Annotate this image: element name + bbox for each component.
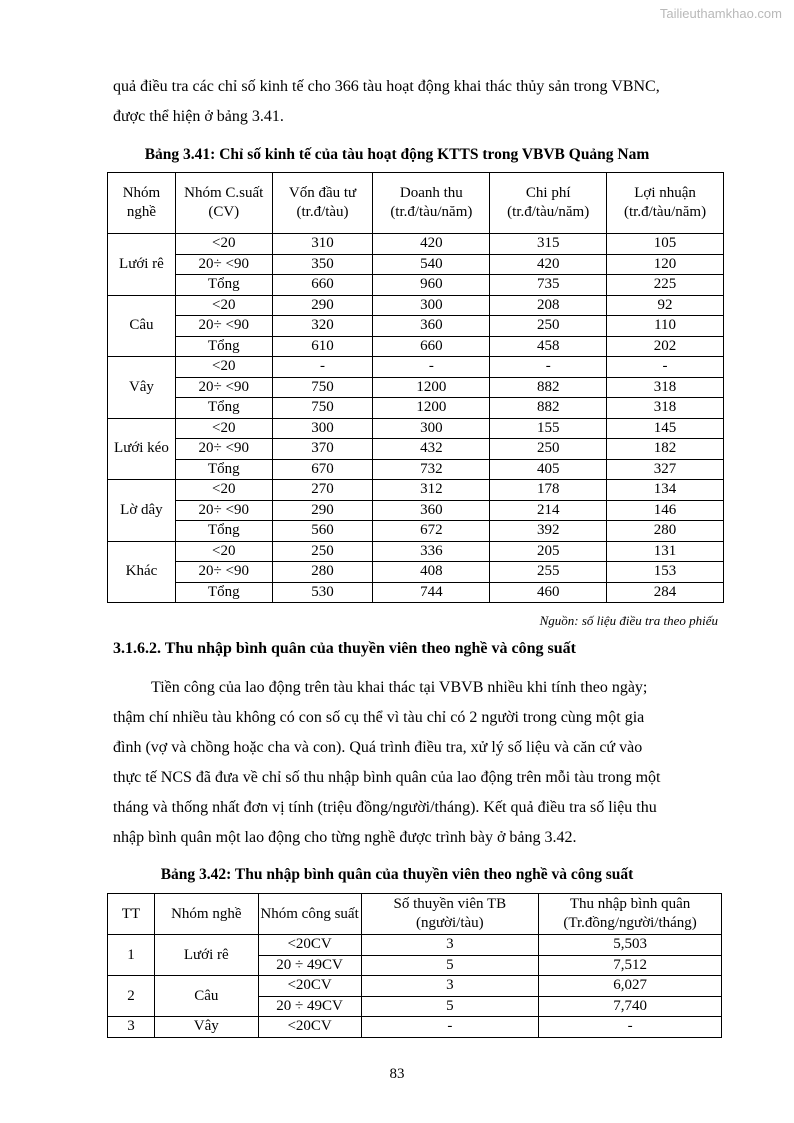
table-row bbox=[108, 480, 724, 501]
data-cell: 20÷ <90 bbox=[175, 377, 272, 398]
header-cell: TT bbox=[108, 894, 155, 935]
data-cell: 420 bbox=[490, 254, 607, 275]
table-row bbox=[108, 418, 724, 439]
watermark-text: Tailieuthamkhao.com bbox=[659, 6, 782, 21]
header-cell: Chi phí (tr.đ/tàu/năm) bbox=[490, 173, 607, 234]
data-cell: 750 bbox=[272, 398, 373, 419]
data-cell: 145 bbox=[607, 418, 724, 439]
group-name-cell: Câu bbox=[154, 976, 258, 1017]
data-cell: 560 bbox=[272, 521, 373, 542]
data-cell: <20CV bbox=[258, 935, 361, 956]
body-line: thực tế NCS đã đưa về chỉ số thu nhập bình quân của lao động trên mỗi tàu trong một bbox=[113, 769, 661, 786]
data-cell: 405 bbox=[490, 459, 607, 480]
table-row bbox=[108, 234, 724, 255]
data-cell: 20÷ <90 bbox=[175, 439, 272, 460]
data-cell: 182 bbox=[607, 439, 724, 460]
data-cell: 320 bbox=[272, 316, 373, 337]
data-cell: 360 bbox=[373, 316, 490, 337]
data-cell: 1200 bbox=[373, 377, 490, 398]
data-cell: 110 bbox=[607, 316, 724, 337]
data-cell: <20 bbox=[175, 295, 272, 316]
table-row bbox=[108, 1017, 722, 1038]
table-row bbox=[108, 459, 724, 480]
table-341-caption: Bảng 3.41: Chỉ số kinh tế của tàu hoạt động KTTS trong VBVB Quảng Nam bbox=[144, 146, 650, 163]
data-cell: 530 bbox=[272, 582, 373, 603]
data-cell: 310 bbox=[272, 234, 373, 255]
table-row bbox=[108, 935, 722, 956]
data-cell: 225 bbox=[607, 275, 724, 296]
data-cell: 420 bbox=[373, 234, 490, 255]
data-cell: 20 ÷ 49CV bbox=[258, 996, 361, 1017]
header-cell: Vốn đầu tư (tr.đ/tàu) bbox=[272, 173, 373, 234]
header-cell: Doanh thu (tr.đ/tàu/năm) bbox=[373, 173, 490, 234]
data-cell: 732 bbox=[373, 459, 490, 480]
data-cell: 105 bbox=[607, 234, 724, 255]
body-line: đình (vợ và chồng hoặc cha và con). Quá trình điều tra, xử lý số liệu và căn cứ vào bbox=[113, 739, 643, 756]
data-cell: <20CV bbox=[258, 1017, 361, 1038]
data-cell: 318 bbox=[607, 377, 724, 398]
table-row bbox=[108, 377, 724, 398]
data-cell: - bbox=[539, 1017, 722, 1038]
header-cell: Nhóm công suất bbox=[258, 894, 361, 935]
data-cell: 744 bbox=[373, 582, 490, 603]
data-cell: 7,740 bbox=[539, 996, 722, 1017]
data-cell: 458 bbox=[490, 336, 607, 357]
data-cell: 250 bbox=[490, 439, 607, 460]
data-cell: <20 bbox=[175, 234, 272, 255]
data-cell: 327 bbox=[607, 459, 724, 480]
table-row bbox=[108, 357, 724, 378]
header-cell: Nhóm nghề bbox=[108, 173, 176, 234]
table-341 bbox=[107, 172, 724, 603]
data-cell: 20 ÷ 49CV bbox=[258, 955, 361, 976]
data-cell: 146 bbox=[607, 500, 724, 521]
body-line: Tiền công của lao động trên tàu khai thác tại VBVB nhiều khi tính theo ngày; bbox=[151, 679, 648, 696]
data-cell: 205 bbox=[490, 541, 607, 562]
data-cell: 20÷ <90 bbox=[175, 562, 272, 583]
index-cell: 1 bbox=[108, 935, 155, 976]
header-cell: Lợi nhuận (tr.đ/tàu/năm) bbox=[607, 173, 724, 234]
table-341-source: Nguồn: số liệu điều tra theo phiếu bbox=[539, 613, 718, 628]
data-cell: 155 bbox=[490, 418, 607, 439]
table-row bbox=[108, 275, 724, 296]
index-cell: 3 bbox=[108, 1017, 155, 1038]
data-cell: 432 bbox=[373, 439, 490, 460]
table-row bbox=[108, 976, 722, 997]
data-cell: 7,512 bbox=[539, 955, 722, 976]
data-cell: 336 bbox=[373, 541, 490, 562]
data-cell: 360 bbox=[373, 500, 490, 521]
intro-paragraph bbox=[113, 72, 719, 132]
data-cell: 178 bbox=[490, 480, 607, 501]
group-name-cell: Lưới rê bbox=[154, 935, 258, 976]
data-cell: - bbox=[272, 357, 373, 378]
data-cell: 20÷ <90 bbox=[175, 316, 272, 337]
header-cell: Nhóm nghề bbox=[154, 894, 258, 935]
body-line: tháng và thống nhất đơn vị tính (triệu đồng/người/tháng). Kết quả điều tra số liệu thu bbox=[113, 799, 657, 816]
data-cell: 315 bbox=[490, 234, 607, 255]
body-paragraph bbox=[113, 673, 719, 853]
data-cell: 660 bbox=[373, 336, 490, 357]
section-heading: 3.1.6.2. Thu nhập bình quân của thuyền viên theo nghề và công suất bbox=[113, 640, 576, 657]
data-cell: 214 bbox=[490, 500, 607, 521]
data-cell: - bbox=[373, 357, 490, 378]
table-row bbox=[108, 521, 724, 542]
table-row bbox=[108, 582, 724, 603]
group-name-cell: Khác bbox=[108, 541, 176, 603]
data-cell: 131 bbox=[607, 541, 724, 562]
data-cell: 300 bbox=[272, 418, 373, 439]
data-cell: 960 bbox=[373, 275, 490, 296]
group-name-cell: Câu bbox=[108, 295, 176, 357]
data-cell: 300 bbox=[373, 295, 490, 316]
table-row bbox=[108, 295, 724, 316]
data-cell: 660 bbox=[272, 275, 373, 296]
group-name-cell: Vây bbox=[108, 357, 176, 419]
data-cell: Tổng bbox=[175, 275, 272, 296]
data-cell: 153 bbox=[607, 562, 724, 583]
data-cell: 250 bbox=[272, 541, 373, 562]
data-cell: 202 bbox=[607, 336, 724, 357]
body-line: nhập bình quân một lao động cho từng nghề được trình bày ở bảng 3.42. bbox=[113, 829, 577, 846]
data-cell: - bbox=[607, 357, 724, 378]
data-cell: Tổng bbox=[175, 582, 272, 603]
table-row bbox=[108, 562, 724, 583]
data-cell: 882 bbox=[490, 377, 607, 398]
data-cell: - bbox=[361, 1017, 539, 1038]
data-cell: 408 bbox=[373, 562, 490, 583]
table-row bbox=[108, 336, 724, 357]
data-cell: 670 bbox=[272, 459, 373, 480]
intro-line: quả điều tra các chỉ số kinh tế cho 366 tàu hoạt động khai thác thủy sản trong VBNC, bbox=[113, 78, 660, 95]
table-header-row bbox=[108, 894, 722, 935]
data-cell: 250 bbox=[490, 316, 607, 337]
data-cell: 92 bbox=[607, 295, 724, 316]
table-row bbox=[108, 398, 724, 419]
data-cell: Tổng bbox=[175, 398, 272, 419]
header-cell: Nhóm C.suất (CV) bbox=[175, 173, 272, 234]
index-cell: 2 bbox=[108, 976, 155, 1017]
group-name-cell: Lưới kéo bbox=[108, 418, 176, 480]
data-cell: 460 bbox=[490, 582, 607, 603]
data-cell: 6,027 bbox=[539, 976, 722, 997]
table-header-row bbox=[108, 173, 724, 234]
group-name-cell: Lờ dây bbox=[108, 480, 176, 542]
table-342 bbox=[107, 893, 722, 1038]
data-cell: <20 bbox=[175, 357, 272, 378]
table-row bbox=[108, 541, 724, 562]
data-cell: 370 bbox=[272, 439, 373, 460]
page-number: 83 bbox=[389, 1066, 405, 1082]
data-cell: 208 bbox=[490, 295, 607, 316]
data-cell: 3 bbox=[361, 976, 539, 997]
data-cell: <20CV bbox=[258, 976, 361, 997]
data-cell: Tổng bbox=[175, 336, 272, 357]
data-cell: Tổng bbox=[175, 521, 272, 542]
data-cell: 5 bbox=[361, 996, 539, 1017]
data-cell: <20 bbox=[175, 418, 272, 439]
data-cell: 5,503 bbox=[539, 935, 722, 956]
table-row bbox=[108, 254, 724, 275]
data-cell: 5 bbox=[361, 955, 539, 976]
data-cell: 284 bbox=[607, 582, 724, 603]
data-cell: 672 bbox=[373, 521, 490, 542]
data-cell: 350 bbox=[272, 254, 373, 275]
data-cell: 20÷ <90 bbox=[175, 500, 272, 521]
data-cell: 392 bbox=[490, 521, 607, 542]
data-cell: 735 bbox=[490, 275, 607, 296]
intro-line: được thể hiện ở bảng 3.41. bbox=[113, 108, 284, 125]
data-cell: 882 bbox=[490, 398, 607, 419]
data-cell: 300 bbox=[373, 418, 490, 439]
group-name-cell: Vây bbox=[154, 1017, 258, 1038]
body-line: thậm chí nhiều tàu không có con số cụ thể vì tàu chỉ có 2 người trong cùng một gia bbox=[113, 709, 645, 726]
data-cell: 3 bbox=[361, 935, 539, 956]
data-cell: 20÷ <90 bbox=[175, 254, 272, 275]
table-row bbox=[108, 500, 724, 521]
data-cell: 255 bbox=[490, 562, 607, 583]
data-cell: 120 bbox=[607, 254, 724, 275]
data-cell: 270 bbox=[272, 480, 373, 501]
data-cell: <20 bbox=[175, 480, 272, 501]
data-cell: 134 bbox=[607, 480, 724, 501]
data-cell: - bbox=[490, 357, 607, 378]
data-cell: 610 bbox=[272, 336, 373, 357]
table-row bbox=[108, 316, 724, 337]
data-cell: 280 bbox=[272, 562, 373, 583]
data-cell: 280 bbox=[607, 521, 724, 542]
data-cell: 318 bbox=[607, 398, 724, 419]
header-cell: Số thuyền viên TB (người/tàu) bbox=[361, 894, 539, 935]
data-cell: 312 bbox=[373, 480, 490, 501]
group-name-cell: Lưới rê bbox=[108, 234, 176, 296]
data-cell: 290 bbox=[272, 295, 373, 316]
data-cell: 290 bbox=[272, 500, 373, 521]
table-342-caption: Bảng 3.42: Thu nhập bình quân của thuyền viên theo nghề và công suất bbox=[160, 866, 634, 883]
data-cell: <20 bbox=[175, 541, 272, 562]
data-cell: 1200 bbox=[373, 398, 490, 419]
data-cell: 540 bbox=[373, 254, 490, 275]
data-cell: Tổng bbox=[175, 459, 272, 480]
header-cell: Thu nhập bình quân (Tr.đồng/người/tháng) bbox=[539, 894, 722, 935]
table-row bbox=[108, 439, 724, 460]
data-cell: 750 bbox=[272, 377, 373, 398]
